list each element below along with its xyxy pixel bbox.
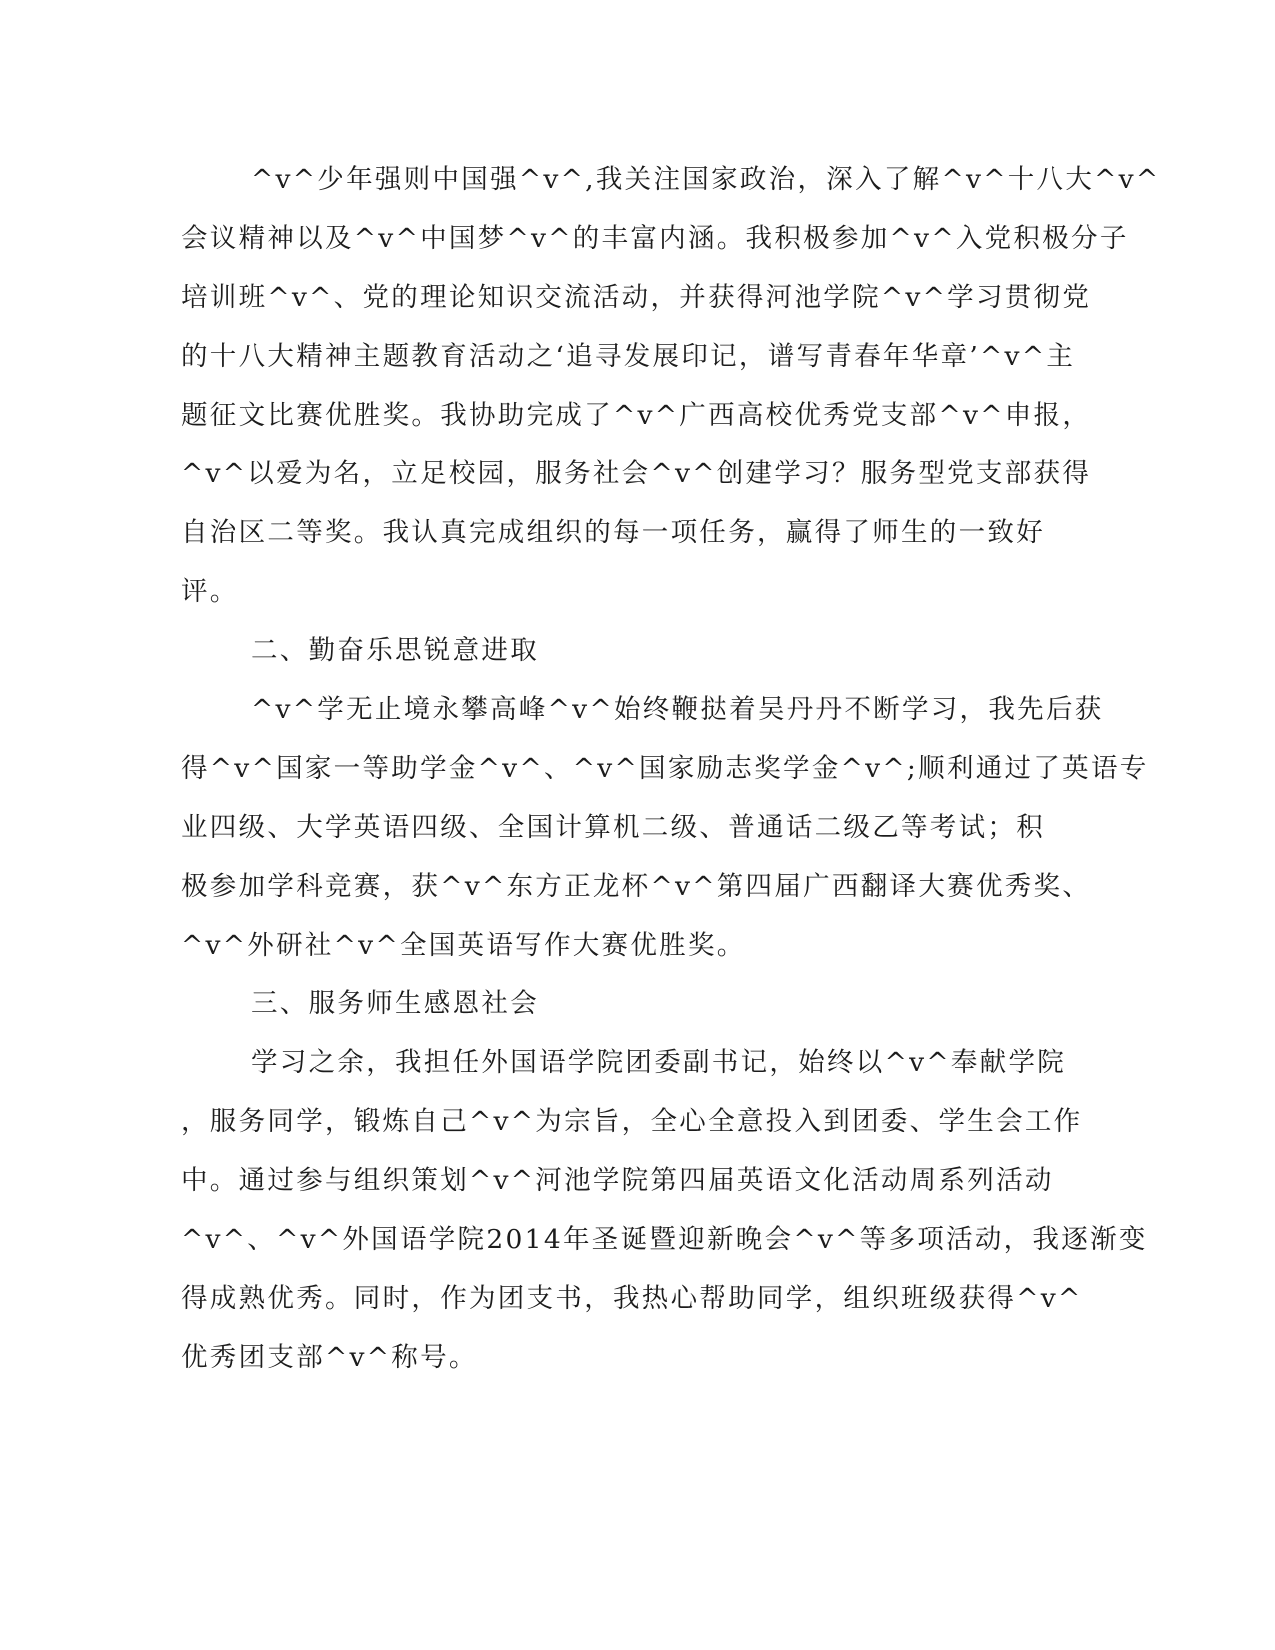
- paragraph-line: 学习之余，我担任外国语学院团委副书记，始终以^v^奉献学院: [251, 1047, 1067, 1079]
- document-body: [181, 151, 1161, 1388]
- paragraph-line: 自治区二等奖。我认真完成组织的每一项任务，赢得了师生的一致好: [181, 517, 1045, 549]
- paragraph-line: ^v^少年强则中国强^v^,我关注国家政治，深入了解^v^十八大^v^: [251, 164, 1161, 195]
- paragraph-line: 得^v^国家一等助学金^v^、^v^国家励志奖学金^v^;顺利通过了英语专: [181, 752, 1149, 784]
- paragraph-line: 题征文比赛优胜奖。我协助完成了^v^广西高校优秀党支部^v^申报，: [181, 399, 1092, 431]
- paragraph-line: 中。通过参与组织策划^v^河池学院第四届英语文化活动周系列活动: [181, 1165, 1054, 1197]
- paragraph-line: 评。: [181, 576, 239, 608]
- paragraph-line: ，服务同学，锻炼自己^v^为宗旨，全心全意投入到团委、学生会工作: [181, 1106, 1083, 1138]
- paragraph-line: 业四级、大学英语四级、全国计算机二级、普通话二级乙等考试；积: [181, 811, 1045, 843]
- paragraph-line: 得成熟优秀。同时，作为团支书，我热心帮助同学，组织班级获得^v^: [181, 1282, 1083, 1314]
- paragraph-line: 优秀团支部^v^称号。: [181, 1341, 478, 1373]
- paragraph-line: ^v^以爱为名，立足校园，服务社会^v^创建学习？服务型党支部获得: [181, 458, 1092, 490]
- paragraph-line: 培训班^v^、党的理论知识交流活动，并获得河池学院^v^学习贯彻党: [181, 281, 1092, 313]
- paragraph-line: ^v^、^v^外国语学院2014年圣诞暨迎新晚会^v^等多项活动，我逐渐变: [181, 1224, 1148, 1256]
- section-heading: 三、服务师生感恩社会: [251, 988, 539, 1020]
- paragraph-line: ^v^学无止境永攀高峰^v^始终鞭挞着吴丹丹不断学习，我先后获: [251, 694, 1104, 726]
- paragraph-line: 极参加学科竞赛，获^v^东方正龙杯^v^第四届广西翻译大赛优秀奖、: [181, 870, 1092, 902]
- paragraph-line: 会议精神以及^v^中国梦^v^的丰富内涵。我积极参加^v^入党积极分子: [181, 222, 1129, 254]
- paragraph-line: ^v^外研社^v^全国英语写作大赛优胜奖。: [181, 929, 746, 961]
- section-heading: 二、勤奋乐思锐意进取: [251, 635, 539, 667]
- paragraph-line: 的十八大精神主题教育活动之‘追寻发展印记，谱写青春年华章’^v^主: [181, 340, 1076, 372]
